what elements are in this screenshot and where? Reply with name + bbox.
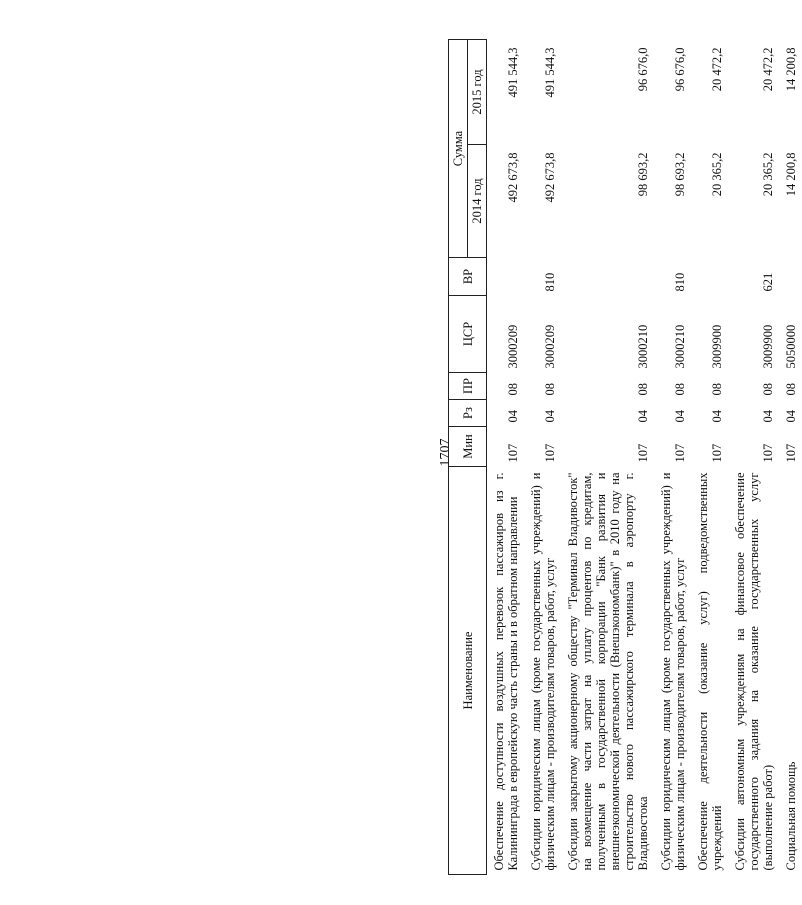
row-min: 107 [761,443,775,463]
row-pr: 08 [673,383,687,396]
row-vr [487,258,525,296]
row-pr: 08 [543,383,557,396]
row-sum-2015: 491 544,3 [506,47,520,98]
row-sum-2015: 20 472,2 [710,47,724,92]
header-2015: 2015 год [468,40,487,145]
row-csr: 3000210 [673,324,687,369]
row-vr: 621 [761,272,775,292]
row-sum-2014: 20 365,2 [761,152,775,197]
row-csr: 3009900 [761,324,775,369]
row-vr [691,258,728,296]
row-csr: 3000210 [636,324,650,369]
row-csr: 3000209 [506,324,520,369]
row-name: Субсидии юридическим лицам (кроме государственных учреждений) и физическим лицам - производителям товаров, работ, услуг [529,472,557,871]
row-csr: 3000209 [543,324,557,369]
table-header [449,40,487,875]
row-sum-2015: 14 200,8 [784,47,798,92]
row-vr [561,258,654,296]
row-sum-2014: 492 673,8 [506,152,520,203]
header-vr: ВР [449,258,487,296]
row-sum-2014: 98 693,2 [636,152,650,197]
row-sum-2015: 20 472,2 [761,47,775,92]
budget-table [448,39,802,875]
row-name: Субсидии юридическим лицам (кроме государственных учреждений) и физическим лицам - производителям товаров, работ, услуг [659,472,687,871]
table-row [487,40,525,875]
budget-table-wrapper [448,40,802,875]
row-name: Обеспечение доступности воздушных перевозок пассажиров из г. Калининграда в европейскую часть страны и в обратном направлении [492,472,520,871]
row-sum-2014: 14 200,8 [784,152,798,197]
page-number: 1707 [438,438,453,467]
row-name: Социальная помощь [784,761,798,871]
row-pr: 08 [761,383,775,396]
row-rz: 04 [506,410,520,423]
header-name: Наименование [449,467,487,875]
row-sum-2015: 96 676,0 [636,47,650,92]
header-pr: ПР [449,373,487,400]
row-name: Обеспечение деятельности (оказание услуг) подведомственных учреждений [696,472,724,871]
row-sum-2014: 98 693,2 [673,152,687,197]
row-sum-2015: 96 676,0 [673,47,687,92]
row-min: 107 [673,443,687,463]
row-pr: 08 [506,383,520,396]
header-rz: Рз [449,400,487,427]
row-vr: 810 [673,272,687,292]
row-rz: 04 [761,410,775,423]
row-min: 107 [506,443,520,463]
header-csr: ЦСР [449,296,487,373]
row-sum-2014: 492 673,8 [543,152,557,203]
row-pr: 08 [636,383,650,396]
row-rz: 04 [673,410,687,423]
table-row [728,40,779,875]
row-pr: 08 [710,383,724,396]
row-vr [779,258,802,296]
table-row [779,40,802,875]
header-min: Мин [449,427,487,467]
row-rz: 04 [543,410,557,423]
row-min: 107 [543,443,557,463]
row-rz: 04 [710,410,724,423]
row-min: 107 [710,443,724,463]
row-min: 107 [784,443,798,463]
row-sum-2015: 491 544,3 [543,47,557,98]
row-csr: 3009900 [710,324,724,369]
row-name: Субсидии закрытому акционерному обществу "Терминал Владивосток" на возмещение части затрат на уплату процентов по кредитам, полученным в государственной корпорации "Банк развития и внешнеэкономической деятельности (Внешэкономбанк)" в 2010 году на строительство нового пассажирского терминала в аэропорту г. Владивостока [566,472,650,871]
row-pr: 08 [784,383,798,396]
row-vr: 810 [543,272,557,292]
row-rz: 04 [784,410,798,423]
row-name: Субсидии автономным учреждениям на финансовое обеспечение государственного задания на оказание государственных услуг (выполнение работ) [733,472,775,871]
header-2014: 2014 год [468,145,487,258]
header-sum: Сумма [449,40,468,258]
row-csr: 5050000 [784,324,798,369]
row-rz: 04 [636,410,650,423]
table-body [487,40,802,875]
table-row [561,40,654,875]
table-row [654,40,691,875]
table-row [691,40,728,875]
table-row [524,40,561,875]
row-min: 107 [636,443,650,463]
row-sum-2014: 20 365,2 [710,152,724,197]
